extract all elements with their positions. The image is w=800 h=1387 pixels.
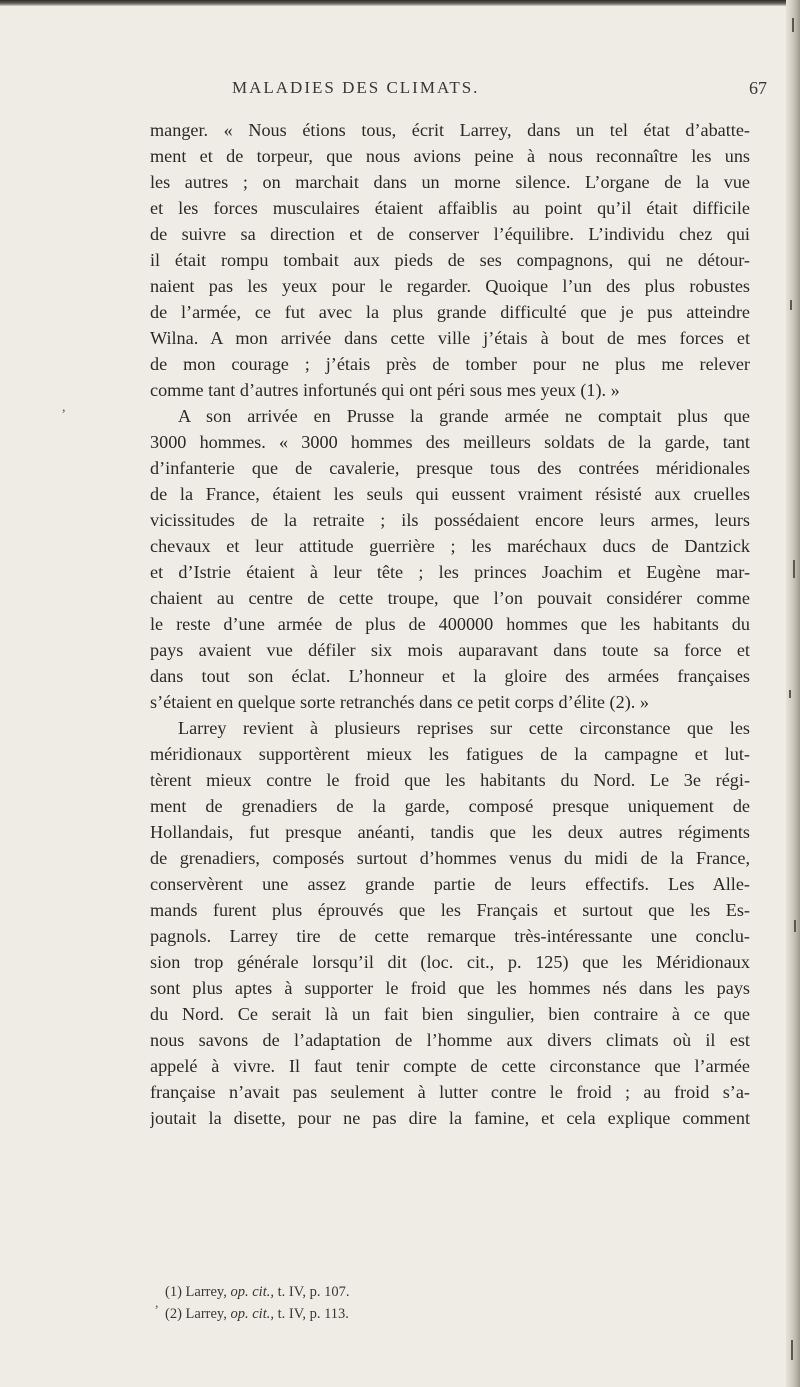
footnote-rest: t. IV, p. 107. bbox=[277, 1284, 350, 1300]
text-line: chevaux et leur attitude guerrière ; les maréchaux ducs de Dantzick bbox=[150, 536, 750, 556]
scan-right-edge bbox=[786, 0, 800, 1387]
text-line: vicissitudes de la retraite ; ils possédaient encore leurs armes, leurs bbox=[150, 510, 750, 530]
text-line: de la France, étaient les seuls qui eussent vraiment résisté aux cruelles bbox=[150, 484, 750, 504]
running-head bbox=[0, 78, 800, 104]
text-line: nous savons de l’adaptation de l’homme aux divers climats où il est bbox=[150, 1030, 750, 1050]
text-line: de l’armée, ce fut avec la plus grande difficulté que je pus atteindre bbox=[150, 302, 750, 322]
text-line: manger. « Nous étions tous, écrit Larrey, dans un tel état d’abatte- bbox=[150, 120, 750, 140]
text-line: Hollandais, fut presque anéanti, tandis que les deux autres régiments bbox=[150, 822, 750, 842]
footnote-number: (2) bbox=[165, 1306, 182, 1322]
text-line: il était rompu tombait aux pieds de ses compagnons, qui ne détour- bbox=[150, 250, 750, 270]
text-line: les autres ; on marchait dans un morne silence. L’organe de la vue bbox=[150, 172, 750, 192]
text-line: chaient au centre de cette troupe, que l’on pouvait considérer comme bbox=[150, 588, 750, 608]
scan-top-edge bbox=[0, 0, 800, 6]
text-line: de grenadiers, composés surtout d’hommes venus du midi de la France, bbox=[150, 848, 750, 868]
text-line: méridionaux supportèrent mieux les fatigues de la campagne et lut- bbox=[150, 744, 750, 764]
footnote bbox=[165, 1303, 565, 1325]
footnote-author: Larrey, bbox=[185, 1306, 227, 1322]
running-title: MALADIES DES CLIMATS. bbox=[232, 78, 480, 97]
text-line: comme tant d’autres infortunés qui ont péri sous mes yeux (1). » bbox=[150, 380, 620, 400]
text-line: tèrent mieux contre le froid que les habitants du Nord. Le 3e régi- bbox=[150, 770, 750, 790]
text-line: et les forces musculaires étaient affaiblis au point qu’il était difficile bbox=[150, 198, 750, 218]
text-line: d’infanterie que de cavalerie, presque tous des contrées méridionales bbox=[150, 458, 750, 478]
text-line: A son arrivée en Prusse la grande armée ne comptait plus que bbox=[178, 406, 750, 426]
text-line: sion trop générale lorsqu’il dit (loc. cit., p. 125) que les Méridionaux bbox=[150, 952, 750, 972]
text-line: française n’avait pas seulement à lutter contre le froid ; au froid s’a- bbox=[150, 1082, 750, 1102]
text-line: dans tout son éclat. L’honneur et la gloire des armées françaises bbox=[150, 666, 750, 686]
text-line: ment de grenadiers de la garde, composé presque uniquement de bbox=[150, 796, 750, 816]
footnote bbox=[165, 1281, 565, 1303]
footnote-rest: t. IV, p. 113. bbox=[277, 1306, 349, 1322]
text-line: Larrey revient à plusieurs reprises sur cette circonstance que les bbox=[178, 718, 750, 738]
text-line: ment et de torpeur, que nous avions peine à nous reconnaître les uns bbox=[150, 146, 750, 166]
text-line: conservèrent une assez grande partie de leurs effectifs. Les Alle- bbox=[150, 874, 750, 894]
margin-speck: , bbox=[62, 400, 66, 415]
text-line: et d’Istrie étaient à leur tête ; les princes Joachim et Eugène mar- bbox=[150, 562, 750, 582]
footnotes bbox=[165, 1281, 565, 1325]
text-line: le reste d’une armée de plus de 400000 hommes que les habitants du bbox=[150, 614, 750, 634]
text-line: de suivre sa direction et de conserver l’équilibre. L’individu chez qui bbox=[150, 224, 750, 244]
text-line: pagnols. Larrey tire de cette remarque très-intéressante une conclu- bbox=[150, 926, 750, 946]
text-line: de mon courage ; j’étais près de tomber pour ne plus me relever bbox=[150, 354, 750, 374]
text-line: Wilna. A mon arrivée dans cette ville j’étais à bout de mes forces et bbox=[150, 328, 750, 348]
footnote-author: Larrey, bbox=[185, 1284, 227, 1300]
text-line: pays avaient vue défiler six mois auparavant dans toute sa force et bbox=[150, 640, 750, 660]
footnote-number: (1) bbox=[165, 1284, 182, 1300]
text-line: appelé à vivre. Il faut tenir compte de cette circonstance que l’armée bbox=[150, 1056, 750, 1076]
text-line: sont plus aptes à supporter le froid que les hommes nés dans les pays bbox=[150, 978, 750, 998]
body-text bbox=[150, 117, 750, 1131]
footnote-ref: op. cit., bbox=[230, 1306, 274, 1322]
margin-speck: , bbox=[155, 1296, 159, 1311]
text-line: naient pas les yeux pour le regarder. Quoique l’un des plus robustes bbox=[150, 276, 750, 296]
text-line: mands furent plus éprouvés que les Français et surtout que les Es- bbox=[150, 900, 750, 920]
page-number: 67 bbox=[749, 78, 767, 98]
text-line: 3000 hommes. « 3000 hommes des meilleurs soldats de la garde, tant bbox=[150, 432, 750, 452]
text-line: s’étaient en quelque sorte retranchés dans ce petit corps d’élite (2). » bbox=[150, 692, 649, 712]
text-line: joutait la disette, pour ne pas dire la famine, et cela explique comment bbox=[150, 1108, 750, 1128]
text-line: du Nord. Ce serait là un fait bien singulier, bien contraire à ce que bbox=[150, 1004, 750, 1024]
footnote-ref: op. cit., bbox=[230, 1284, 274, 1300]
